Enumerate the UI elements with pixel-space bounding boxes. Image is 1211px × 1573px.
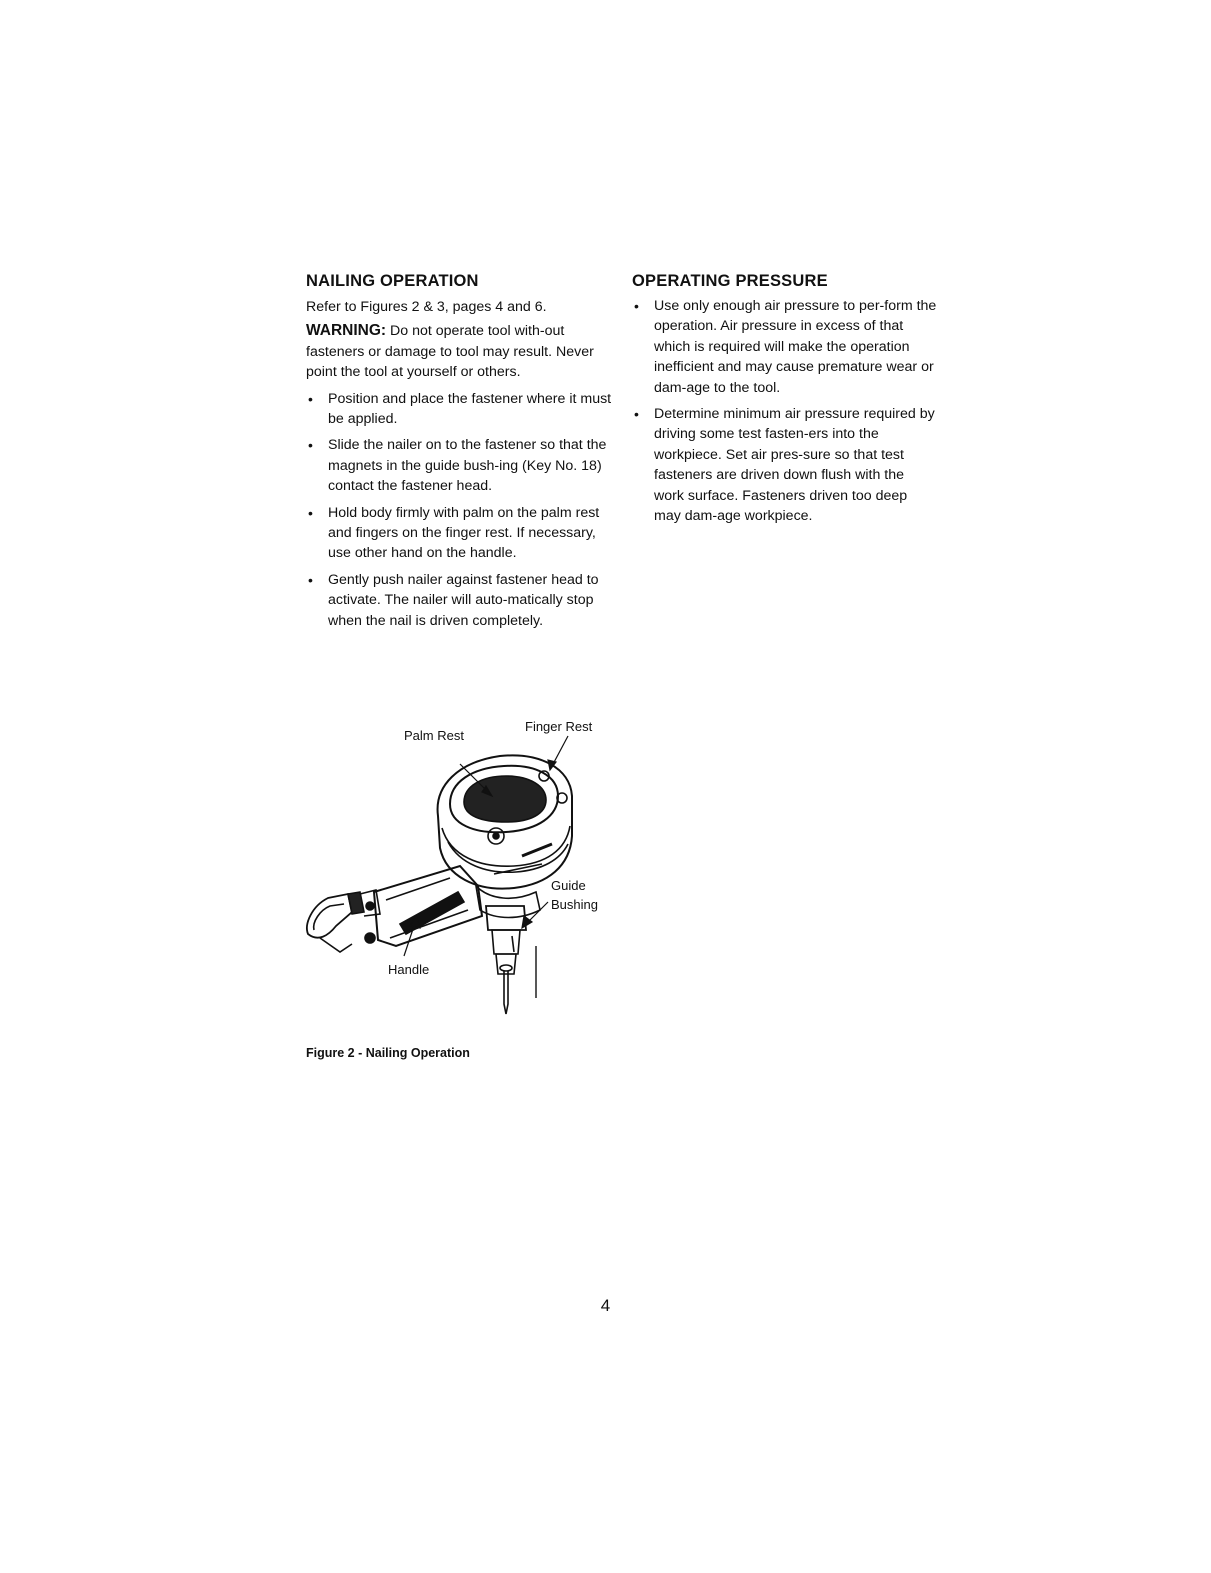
page-number: 4 xyxy=(600,1296,611,1315)
warning-label: WARNING: xyxy=(306,322,387,340)
list-item-text: Slide the nailer on to the fastener so that the magnets in the guide bush-ing (Key No. 18) contact the fastener head. xyxy=(328,437,607,495)
operating-pressure-section xyxy=(632,272,937,532)
section-heading: OPERATING PRESSURE xyxy=(632,272,828,290)
nailer-figure xyxy=(300,716,620,1026)
list-item-text: Determine minimum air pressure required by driving some test fasten-ers into the workpiece. Set air pres-sure so that test fasteners are driven down flush with the work surface. Fasteners driven too deep may dam-age workpiece. xyxy=(654,406,935,525)
palm-nailer-illustration xyxy=(300,716,620,1026)
air-fitting-drawing xyxy=(307,890,380,952)
list-item xyxy=(306,570,616,631)
section-heading: NAILING OPERATION xyxy=(306,272,479,290)
bullet-icon: • xyxy=(308,571,313,588)
list-item xyxy=(632,296,937,398)
list-item-text: Hold body firmly with palm on the palm rest and fingers on the finger rest. If necessary, use other hand on the handle. xyxy=(328,504,600,562)
list-item xyxy=(306,389,616,430)
warning-text: Do not operate tool with-out fasteners or damage to tool may result. Never point the tool at yourself or others. xyxy=(306,323,594,381)
callout-bushing: Bushing xyxy=(551,897,598,912)
bullet-icon: • xyxy=(308,390,313,407)
bullet-icon: • xyxy=(308,437,313,454)
refer-text: Refer to Figures 2 & 3, pages 4 and 6. xyxy=(306,299,547,315)
callout-handle: Handle xyxy=(388,962,430,977)
callout-guide: Guide xyxy=(551,878,586,893)
list-item xyxy=(306,435,616,496)
bullet-icon: • xyxy=(634,406,639,423)
nail-drawing xyxy=(500,946,536,1014)
callout-finger-rest: Finger Rest xyxy=(525,719,593,734)
handle-drawing xyxy=(374,866,482,946)
list-item-text: Use only enough air pressure to per-form the operation. Air pressure in excess of that which is required will make the operation inefficient and may cause premature wear or dam-age to the tool. xyxy=(654,298,937,396)
callout-palm-rest: Palm Rest xyxy=(404,728,464,743)
nailing-steps-list xyxy=(306,389,616,631)
warning-paragraph xyxy=(306,321,616,382)
list-item-text: Position and place the fastener where it must be applied. xyxy=(328,390,612,428)
list-item xyxy=(632,404,937,526)
list-item-text: Gently push nailer against fastener head to activate. The nailer will auto-matically stop when the nail is driven completely. xyxy=(328,571,599,629)
nailing-operation-section xyxy=(306,272,616,637)
bullet-icon: • xyxy=(634,298,639,314)
pressure-steps-list xyxy=(632,296,937,526)
figure-caption: Figure 2 - Nailing Operation xyxy=(306,1046,470,1060)
bullet-icon: • xyxy=(308,504,313,521)
list-item xyxy=(306,503,616,564)
